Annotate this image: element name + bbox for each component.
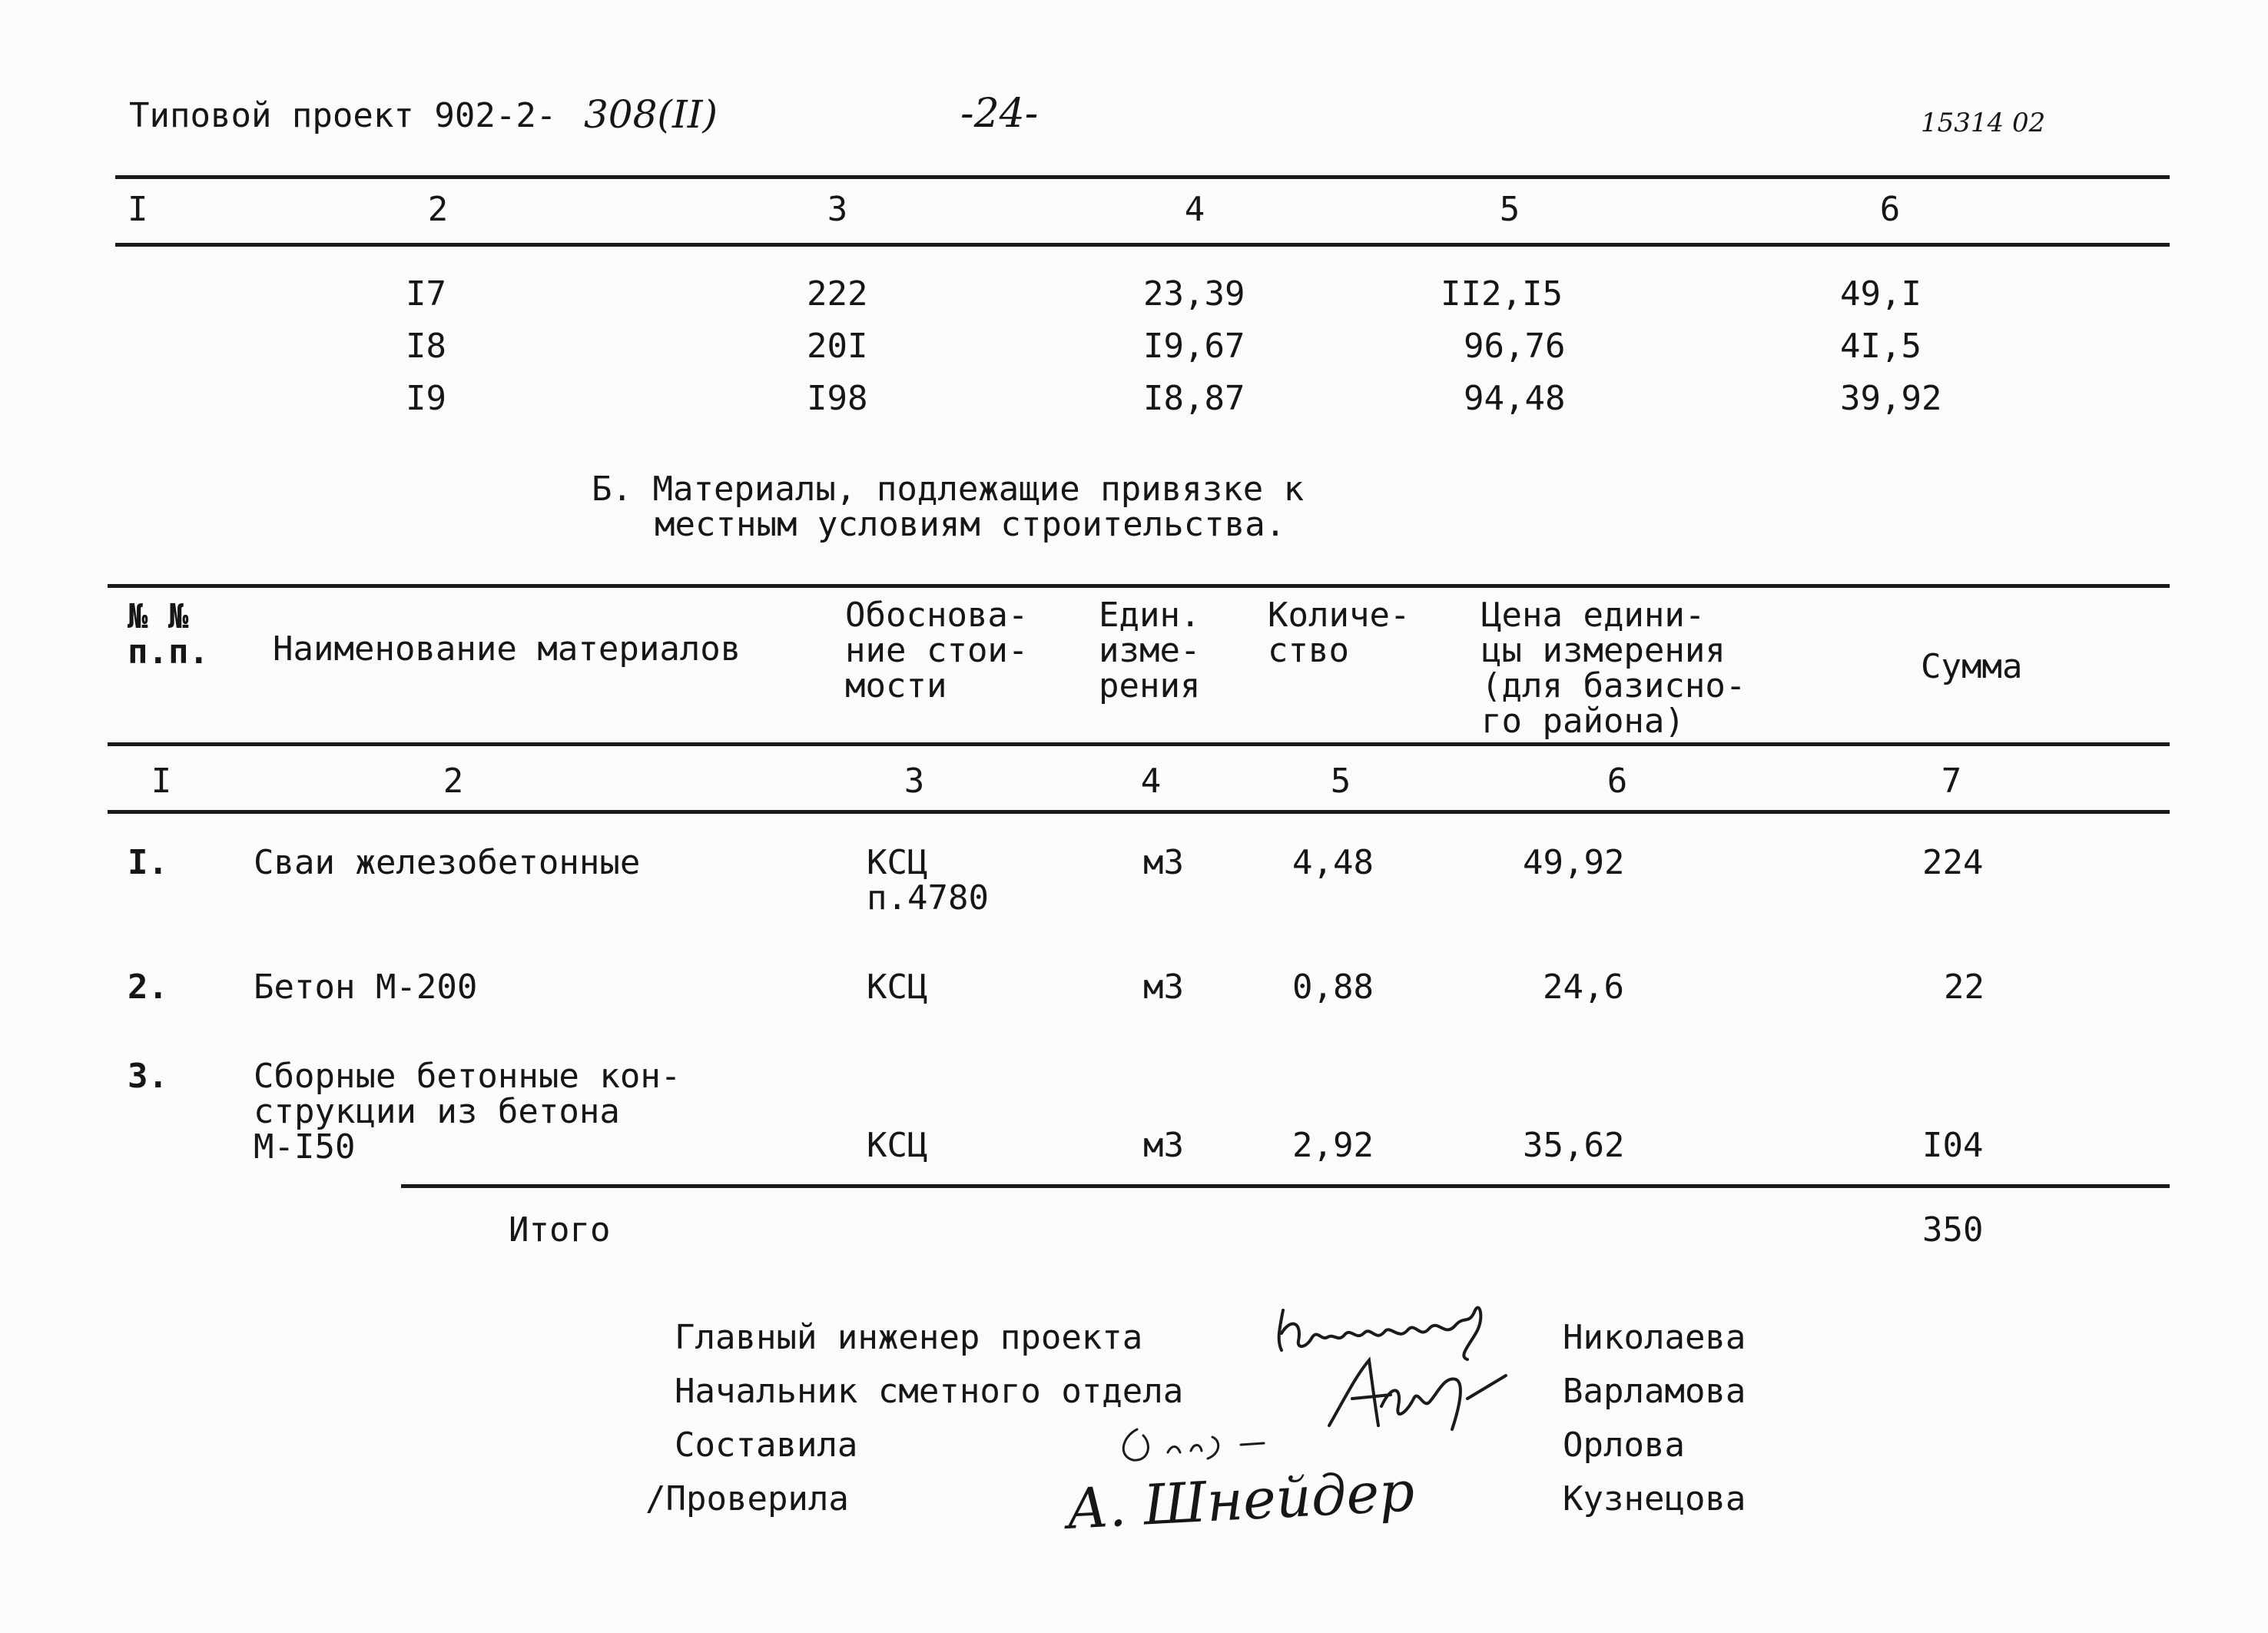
th-sum: Сумма <box>1921 647 2023 686</box>
total-label: Итого <box>509 1210 611 1250</box>
table-a-cell: I9,67 <box>1143 327 1245 366</box>
row-sum: 22 <box>1944 968 1984 1007</box>
section-b-title-line1: Б. Материалы, подлежащие привязке к <box>592 470 1305 509</box>
table-a-col-1: I <box>128 190 148 229</box>
table-b-total-rule <box>401 1184 2170 1188</box>
signature-role: Составила <box>675 1426 858 1465</box>
table-a-top-rule <box>115 175 2170 179</box>
table-a-col-5: 5 <box>1499 190 1520 229</box>
row-sum: I04 <box>1922 1126 1984 1165</box>
row-qty: 4,48 <box>1292 843 1374 882</box>
th-unit: Един. изме- рения <box>1099 596 1201 705</box>
th-qty: Количе- ство <box>1268 596 1411 670</box>
table-a-col-6: 6 <box>1879 190 1901 229</box>
handwritten-signature-text: А. Шнейдер <box>1065 1459 1417 1542</box>
row-price: 35,62 <box>1523 1126 1625 1165</box>
signature-name: Варламова <box>1563 1372 1746 1411</box>
signature-role: Главный инженер проекта <box>675 1318 1143 1357</box>
row-unit: м3 <box>1143 1126 1184 1165</box>
archive-code: 15314 02 <box>1921 108 2046 138</box>
row-price: 49,92 <box>1523 843 1625 882</box>
row-price: 24,6 <box>1543 968 1624 1007</box>
table-a-cell: I9 <box>406 379 446 418</box>
page-number: -24- <box>960 91 1039 137</box>
project-label: Типовой проект 902-2- <box>129 96 557 135</box>
signature-role: Начальник сметного отдела <box>675 1372 1184 1411</box>
project-number-handwritten: 308(II) <box>584 92 718 137</box>
signature-name: Орлова <box>1563 1426 1685 1465</box>
row-basis: КСЦ <box>867 968 928 1007</box>
table-a-col-3: 3 <box>827 190 848 229</box>
table-a-cell: II2,I5 <box>1441 274 1563 314</box>
table-a-cell: 96,76 <box>1464 327 1566 366</box>
th-basis: Обоснова- ние стои- мости <box>845 596 1029 705</box>
table-b-colnum-1: I <box>151 762 172 801</box>
table-a-header-rule <box>115 243 2170 247</box>
row-num: 2. <box>128 968 168 1007</box>
row-qty: 0,88 <box>1292 968 1374 1007</box>
table-b-colnum-4: 4 <box>1140 762 1162 801</box>
table-a-cell: I98 <box>807 379 868 418</box>
table-b-colnum-5: 5 <box>1330 762 1351 801</box>
table-a-col-2: 2 <box>427 190 449 229</box>
table-a-cell: 23,39 <box>1143 274 1245 314</box>
table-b-colnum-6: 6 <box>1606 762 1628 801</box>
table-a-cell: 39,92 <box>1840 379 1942 418</box>
row-basis: КСЦ п.4780 <box>867 843 989 918</box>
table-b-colnum-2: 2 <box>443 762 464 801</box>
signature-name: Николаева <box>1563 1318 1746 1357</box>
row-unit: м3 <box>1143 843 1184 882</box>
th-price: Цена едини- цы измерения (для базисно- го района) <box>1481 596 1746 741</box>
section-b-title-line2: местным условиям строительства. <box>655 505 1286 544</box>
row-name: Бетон М-200 <box>254 968 478 1007</box>
row-name: Сваи железобетонные <box>254 843 641 882</box>
row-sum: 224 <box>1922 843 1984 882</box>
signature-name: Кузнецова <box>1563 1479 1746 1518</box>
row-qty: 2,92 <box>1292 1126 1374 1165</box>
table-a-cell: I8 <box>406 327 446 366</box>
table-b-colnum-3: 3 <box>904 762 925 801</box>
table-a-cell: I7 <box>406 274 446 314</box>
total-value: 350 <box>1922 1210 1984 1250</box>
table-b-top-rule <box>108 584 2170 588</box>
th-num: № № п.п. <box>128 597 209 672</box>
table-a-cell: 20I <box>807 327 868 366</box>
row-num: 3. <box>128 1057 168 1096</box>
table-a-cell: I8,87 <box>1143 379 1245 418</box>
row-unit: м3 <box>1143 968 1184 1007</box>
th-name: Наименование материалов <box>273 629 741 669</box>
table-a-cell: 4I,5 <box>1840 327 1922 366</box>
table-a-cell: 222 <box>807 274 868 314</box>
table-a-cell: 94,48 <box>1464 379 1566 418</box>
table-a-col-4: 4 <box>1184 190 1205 229</box>
table-b-header-rule <box>108 742 2170 746</box>
row-name: Сборные бетонные кон- струкции из бетона М-I50 <box>254 1057 681 1167</box>
table-b-colnum-7: 7 <box>1941 762 1962 801</box>
table-a-cell: 49,I <box>1840 274 1922 314</box>
row-basis: КСЦ <box>867 1126 928 1165</box>
row-num: I. <box>128 843 168 882</box>
signature-role: /Проверила <box>645 1479 849 1518</box>
table-b-colnum-rule <box>108 810 2170 814</box>
